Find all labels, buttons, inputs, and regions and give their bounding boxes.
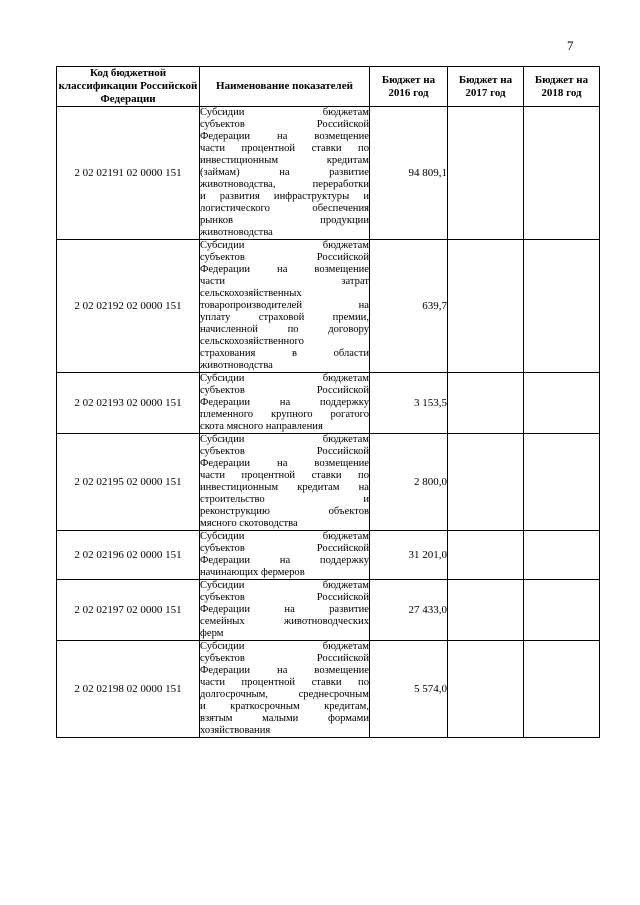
cell-code: 2 02 02193 02 0000 151	[57, 373, 200, 434]
cell-2018	[524, 580, 600, 641]
name-line: инвестиционным кредитам на	[200, 482, 369, 493]
cell-2018	[524, 240, 600, 373]
table-row	[57, 434, 600, 531]
name-line: животноводства	[200, 360, 273, 371]
table-row	[57, 240, 600, 373]
name-line: ферм	[200, 628, 224, 639]
name-line: скота мясного направления	[200, 421, 323, 432]
cell-2018	[524, 434, 600, 531]
name-line: хозяйствования	[200, 725, 271, 736]
name-line: реконструкцию объектов	[200, 506, 369, 517]
name-line: мясного скотоводства	[200, 518, 298, 529]
name-line: Федерации на развитие	[200, 604, 369, 615]
cell-2017	[448, 531, 524, 580]
name-line: субъектов Российской	[200, 446, 369, 457]
name-line: субъектов Российской	[200, 252, 369, 263]
cell-name	[200, 107, 370, 240]
name-line: сельскохозяйственных	[200, 288, 302, 299]
page-number: 7	[567, 38, 574, 53]
cell-code: 2 02 02198 02 0000 151	[57, 641, 200, 738]
name-line: инвестиционным кредитам	[200, 155, 369, 166]
cell-2016: 3 153,5	[370, 373, 448, 434]
name-line: Субсидии бюджетам	[200, 240, 369, 251]
cell-2016: 27 433,0	[370, 580, 448, 641]
cell-2017	[448, 240, 524, 373]
table-body	[57, 107, 600, 738]
name-line: части процентной ставки по	[200, 677, 369, 688]
name-line: субъектов Российской	[200, 119, 369, 130]
name-line: племенного крупного рогатого	[200, 409, 369, 420]
name-line: части затрат	[200, 276, 369, 287]
cell-2016: 5 574,0	[370, 641, 448, 738]
header-name: Наименование показателей	[200, 67, 370, 107]
cell-code: 2 02 02195 02 0000 151	[57, 434, 200, 531]
cell-name	[200, 240, 370, 373]
header-code: Код бюджетной классификации Российской Федерации	[57, 67, 200, 107]
name-line: товаропроизводителей на	[200, 300, 369, 311]
name-line: начисленной по договору	[200, 324, 369, 335]
header-2018: Бюджет на 2018 год	[524, 67, 600, 107]
name-line: Субсидии бюджетам	[200, 531, 369, 542]
cell-code: 2 02 02192 02 0000 151	[57, 240, 200, 373]
table-row	[57, 580, 600, 641]
cell-2017	[448, 641, 524, 738]
cell-name	[200, 531, 370, 580]
name-line: рынков продукции	[200, 215, 369, 226]
table-row	[57, 107, 600, 240]
cell-2016: 31 201,0	[370, 531, 448, 580]
cell-2016: 2 800,0	[370, 434, 448, 531]
cell-name	[200, 641, 370, 738]
cell-2017	[448, 107, 524, 240]
name-line: субъектов Российской	[200, 653, 369, 664]
name-line: животноводства	[200, 227, 273, 238]
header-2016: Бюджет на 2016 год	[370, 67, 448, 107]
name-line: страхования в области	[200, 348, 369, 359]
cell-2018	[524, 641, 600, 738]
name-line: Субсидии бюджетам	[200, 107, 369, 118]
table-row	[57, 531, 600, 580]
name-line: сельскохозяйственного	[200, 336, 304, 347]
name-line: Федерации на возмещение	[200, 665, 369, 676]
cell-code: 2 02 02196 02 0000 151	[57, 531, 200, 580]
name-line: Субсидии бюджетам	[200, 434, 369, 445]
name-line: начинающих фермеров	[200, 567, 305, 578]
cell-2017	[448, 373, 524, 434]
cell-2018	[524, 107, 600, 240]
name-line: логистического обеспечения	[200, 203, 369, 214]
cell-code: 2 02 02197 02 0000 151	[57, 580, 200, 641]
cell-2016: 94 809,1	[370, 107, 448, 240]
name-line: субъектов Российской	[200, 543, 369, 554]
name-line: долгосрочным, среднесрочным	[200, 689, 369, 700]
name-line: и краткосрочным кредитам,	[200, 701, 369, 712]
name-line: (займам) на развитие	[200, 167, 369, 178]
cell-2017	[448, 580, 524, 641]
cell-2016: 639,7	[370, 240, 448, 373]
table-row	[57, 641, 600, 738]
name-line: субъектов Российской	[200, 592, 369, 603]
name-line: уплату страховой премии,	[200, 312, 369, 323]
header-2017: Бюджет на 2017 год	[448, 67, 524, 107]
name-line: взятым малыми формами	[200, 713, 369, 724]
name-line: Федерации на поддержку	[200, 555, 369, 566]
cell-name	[200, 580, 370, 641]
name-line: Субсидии бюджетам	[200, 580, 369, 591]
name-line: Федерации на возмещение	[200, 264, 369, 275]
name-line: Федерации на поддержку	[200, 397, 369, 408]
cell-2018	[524, 531, 600, 580]
name-line: строительство и	[200, 494, 369, 505]
name-line: семейных животноводческих	[200, 616, 369, 627]
budget-table	[56, 66, 600, 738]
name-line: и развития инфраструктуры и	[200, 191, 369, 202]
name-line: части процентной ставки по	[200, 470, 369, 481]
table-row	[57, 373, 600, 434]
cell-2018	[524, 373, 600, 434]
name-line: животноводства, переработки	[200, 179, 369, 190]
cell-name	[200, 373, 370, 434]
name-line: субъектов Российской	[200, 385, 369, 396]
cell-code: 2 02 02191 02 0000 151	[57, 107, 200, 240]
name-line: Субсидии бюджетам	[200, 641, 369, 652]
name-line: Федерации на возмещение	[200, 458, 369, 469]
table-header-row	[57, 67, 600, 107]
cell-name	[200, 434, 370, 531]
name-line: Федерации на возмещение	[200, 131, 369, 142]
name-line: Субсидии бюджетам	[200, 373, 369, 384]
cell-2017	[448, 434, 524, 531]
name-line: части процентной ставки по	[200, 143, 369, 154]
